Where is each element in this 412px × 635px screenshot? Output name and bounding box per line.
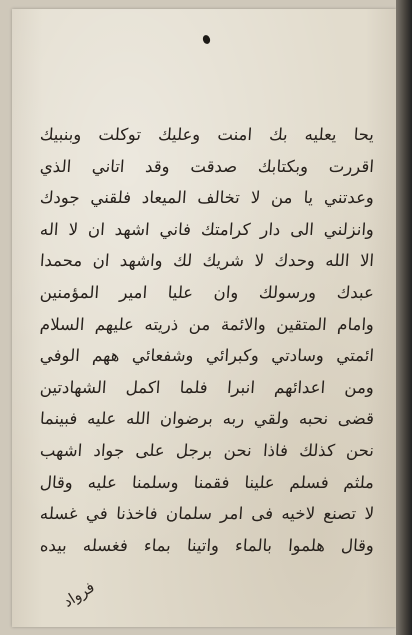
text-line-11: نحن كذلك فاذا نحن برجل على جواد اشهب — [39, 440, 375, 460]
text-line-6: عبدك ورسولك وان عليا امير المؤمنين — [39, 282, 375, 302]
text-line-3: وعدتني يا من لا تخالف الميعاد فلقني جودك — [39, 188, 375, 208]
text-line-10: قضى نحبه ولقي ربه برضوان الله عليه فبينما — [39, 409, 375, 429]
text-line-5: الا الله وحدك لا شريك لك واشهد ان محمدا — [39, 251, 375, 271]
ink-blot — [202, 34, 212, 45]
text-line-1: يحا يعليه بك امنت وعليك توكلت وبنبيك — [39, 125, 375, 144]
text-line-8: ائمتي وسادتي وكبرائي وشفعائي ههم الوفي — [39, 346, 375, 366]
manuscript-text — [40, 119, 374, 561]
text-line-7: وامام المتقين والائمة من ذريته عليهم السلام — [39, 314, 375, 334]
book-binding-edge — [396, 0, 412, 635]
text-line-13: لا تصنع لاخيه فى امر سلمان فاخذنا في غسله — [39, 504, 375, 524]
text-line-12: ملثم فسلم علينا فقمنا وسلمنا عليه وقال — [39, 472, 375, 492]
text-line-2: اقررت وبكتابك صدقت وقد اتاني الذي — [39, 156, 375, 176]
catchword: فرواد — [59, 577, 98, 611]
text-line-9: ومن اعدائهم انبرا فلما اكمل الشهادتين — [39, 377, 375, 397]
text-line-14: وقال هلموا بالماء واتينا بماء فغسله بيده — [39, 535, 375, 555]
manuscript-page — [12, 9, 396, 627]
text-line-4: وانزلني الى دار كرامتك فاني اشهد ان لا اله — [39, 219, 375, 239]
